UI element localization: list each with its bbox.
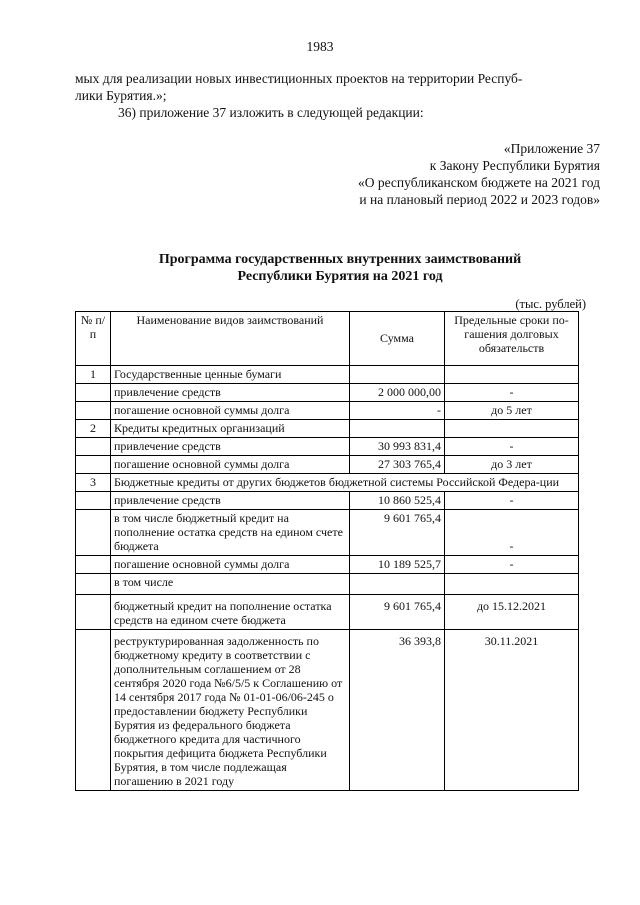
- header-name: Наименование видов заимствований: [111, 312, 350, 366]
- cell-no: [76, 456, 111, 474]
- document-title-line-2: Республики Бурятия на 2021 год: [237, 269, 443, 284]
- cell-name: погашение основной суммы долга: [111, 456, 350, 474]
- cell-name: в том числе: [111, 574, 350, 595]
- document-title-line-1: Программа государственных внутренних заимствований: [158, 252, 522, 267]
- table-row: [76, 438, 579, 456]
- appendix-line-2: к Закону Республики Бурятия: [429, 158, 600, 173]
- cell-term: до 5 лет: [445, 402, 579, 420]
- cell-name: привлечение средств: [111, 384, 350, 402]
- cell-name: в том числе бюджетный кредит на пополнение остатка средств на едином счете бюджета: [111, 510, 350, 556]
- cell-no: [76, 492, 111, 510]
- cell-term: -: [445, 438, 579, 456]
- cell-term: 30.11.2021: [445, 630, 579, 791]
- cell-name: привлечение средств: [111, 438, 350, 456]
- cell-no: [76, 384, 111, 402]
- header-sum: Сумма: [350, 312, 445, 366]
- table-row: [76, 456, 579, 474]
- cell-sum: 10 860 525,4: [350, 492, 445, 510]
- cell-term: [445, 366, 579, 384]
- table-row: [76, 510, 579, 556]
- table-row: [76, 420, 579, 438]
- intro-line-3: 36) приложение 37 изложить в следующей редакции:: [118, 105, 424, 120]
- cell-name: погашение основной суммы долга: [111, 556, 350, 574]
- cell-no: [76, 630, 111, 791]
- header-term: Предельные сроки по-гашения долговых обязательств: [445, 312, 579, 366]
- table-row: [76, 595, 579, 630]
- cell-name: реструктурированная задолженность по бюджетному кредиту в соответствии с дополнительным соглашением от 28 сентября 2020 года №6/5/5 к Соглашению от 14 сентября 2017 года № 01-01-06/06-245 о предоставлении бюджету Республики Бурятия из федерального бюджета бюджетного кредита для частичного покрытия дефицита бюджета Республики Бурятия, в том числе подлежащая погашению в 2021 году: [111, 630, 350, 791]
- cell-term: [445, 574, 579, 595]
- cell-sum: [350, 366, 445, 384]
- table-row: [76, 366, 579, 384]
- cell-name: Бюджетные кредиты от других бюджетов бюджетной системы Российской Федера-ции: [111, 474, 579, 492]
- cell-sum: [350, 420, 445, 438]
- cell-sum: 2 000 000,00: [350, 384, 445, 402]
- cell-sum: [350, 574, 445, 595]
- cell-no: [76, 510, 111, 556]
- intro-line-1: мых для реализации новых инвестиционных проектов на территории Респуб-: [75, 71, 523, 86]
- table-row: [76, 574, 579, 595]
- appendix-line-4: и на плановый период 2022 и 2023 годов»: [359, 192, 600, 207]
- appendix-line-3: «О республиканском бюджете на 2021 год: [357, 175, 600, 190]
- cell-term: до 3 лет: [445, 456, 579, 474]
- cell-sum: 10 189 525,7: [350, 556, 445, 574]
- cell-term: -: [445, 384, 579, 402]
- cell-no: [76, 595, 111, 630]
- units-note: (тыс. рублей): [515, 297, 586, 311]
- cell-term: -: [445, 510, 579, 556]
- cell-term: [445, 420, 579, 438]
- intro-line-2: лики Бурятия.»;: [75, 88, 167, 103]
- cell-term: до 15.12.2021: [445, 595, 579, 630]
- appendix-line-1: «Приложение 37: [503, 141, 600, 156]
- cell-no: [76, 402, 111, 420]
- cell-name: Государственные ценные бумаги: [111, 366, 350, 384]
- cell-no: [76, 574, 111, 595]
- cell-name: бюджетный кредит на пополнение остатка средств на едином счете бюджета: [111, 595, 350, 630]
- table-row: [76, 492, 579, 510]
- cell-no: 2: [76, 420, 111, 438]
- cell-sum: 27 303 765,4: [350, 456, 445, 474]
- cell-no: 1: [76, 366, 111, 384]
- cell-sum: 36 393,8: [350, 630, 445, 791]
- table-row: [76, 402, 579, 420]
- cell-name: Кредиты кредитных организаций: [111, 420, 350, 438]
- borrowing-program-table: [75, 311, 579, 791]
- cell-no: [76, 438, 111, 456]
- cell-no: [76, 556, 111, 574]
- table-header-row: [76, 312, 579, 366]
- cell-term: -: [445, 556, 579, 574]
- cell-sum: 30 993 831,4: [350, 438, 445, 456]
- cell-sum: 9 601 765,4: [350, 595, 445, 630]
- table-row: [76, 474, 579, 492]
- table-row: [76, 630, 579, 791]
- table-row: [76, 556, 579, 574]
- cell-sum: -: [350, 402, 445, 420]
- page-number: 1983: [306, 39, 334, 54]
- cell-no: 3: [76, 474, 111, 492]
- cell-name: погашение основной суммы долга: [111, 402, 350, 420]
- cell-term: -: [445, 492, 579, 510]
- header-no: № п/п: [76, 312, 111, 366]
- table-row: [76, 384, 579, 402]
- cell-sum: 9 601 765,4: [350, 510, 445, 556]
- cell-name: привлечение средств: [111, 492, 350, 510]
